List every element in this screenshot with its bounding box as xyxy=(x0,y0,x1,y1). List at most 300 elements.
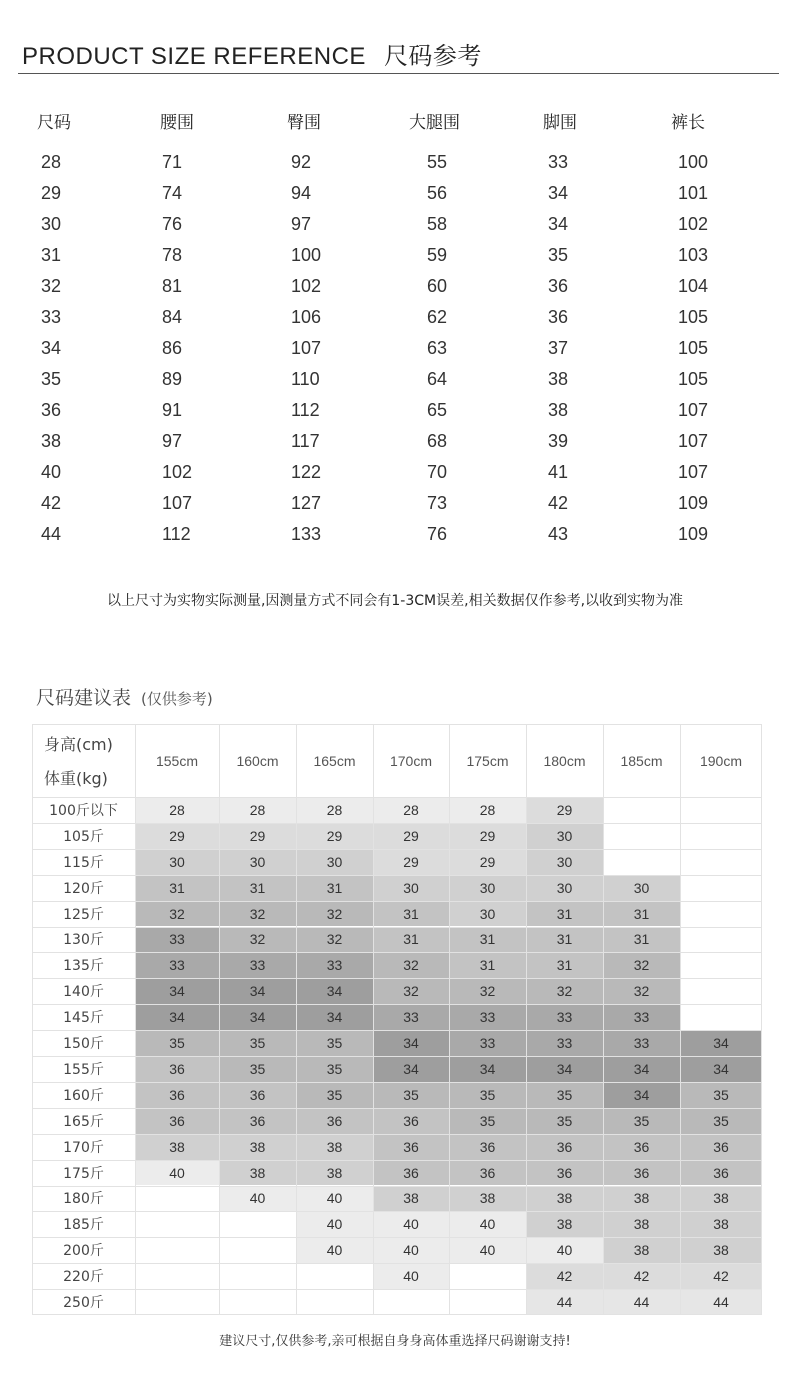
size-recommend-cell: 29 xyxy=(526,797,603,823)
size-recommend-cell xyxy=(603,797,680,823)
size-table-cell: 107 xyxy=(162,493,193,513)
size-recommend-cell xyxy=(219,1237,296,1263)
size-table-cell: 28 xyxy=(41,152,62,172)
size-recommend-cell: 35 xyxy=(449,1082,526,1108)
size-table-cell: 107 xyxy=(678,431,709,451)
size-recommend-cell: 38 xyxy=(526,1186,603,1212)
size-recommend-cell: 36 xyxy=(680,1134,762,1160)
size-recommend-cell: 28 xyxy=(135,797,219,823)
size-table-cell: 102 xyxy=(291,276,322,296)
size-table-cell: 91 xyxy=(162,400,183,420)
size-recommend-cell xyxy=(680,978,762,1004)
size-recommend-cell: 29 xyxy=(449,849,526,875)
size-table-cell: 30 xyxy=(41,214,62,234)
size-recommend-cell: 35 xyxy=(296,1030,373,1056)
grid-line-horizontal xyxy=(32,1314,762,1315)
size-recommend-cell: 32 xyxy=(219,927,296,953)
weight-row-header: 125斤 xyxy=(63,906,104,923)
size-recommend-cell: 34 xyxy=(219,1004,296,1030)
size-recommend-cell: 35 xyxy=(219,1056,296,1082)
size-table-cell: 105 xyxy=(678,307,709,327)
size-recommend-cell: 32 xyxy=(373,952,449,978)
size-recommend-cell: 42 xyxy=(603,1263,680,1289)
weight-row-header: 115斤 xyxy=(63,854,104,871)
size-recommend-cell: 36 xyxy=(603,1160,680,1186)
size-table-cell: 94 xyxy=(291,183,312,203)
grid-line-horizontal xyxy=(32,1186,762,1187)
size-recommend-cell: 33 xyxy=(135,952,219,978)
size-recommend-cell xyxy=(680,797,762,823)
size-table-cell: 133 xyxy=(291,524,322,544)
size-recommend-cell: 35 xyxy=(135,1030,219,1056)
size-recommend-cell: 35 xyxy=(680,1082,762,1108)
size-table-cell: 107 xyxy=(678,462,709,482)
size-table-cell: 38 xyxy=(41,431,62,451)
size-column-header: 大腿围 xyxy=(409,113,460,133)
size-table-cell: 65 xyxy=(427,400,448,420)
height-column-header: 185cm xyxy=(620,752,663,769)
size-column-header: 臀围 xyxy=(287,113,321,133)
size-table-cell: 55 xyxy=(427,152,448,172)
size-recommend-cell: 30 xyxy=(373,875,449,901)
size-table-cell: 36 xyxy=(548,276,569,296)
size-table-cell: 42 xyxy=(41,493,62,513)
size-recommend-cell: 38 xyxy=(680,1211,762,1237)
size-recommend-cell: 32 xyxy=(603,952,680,978)
size-recommend-cell: 35 xyxy=(373,1082,449,1108)
size-recommend-cell: 31 xyxy=(135,875,219,901)
size-recommend-cell: 31 xyxy=(449,927,526,953)
weight-row-header: 180斤 xyxy=(63,1191,104,1208)
size-recommend-cell: 40 xyxy=(449,1237,526,1263)
size-table-cell: 71 xyxy=(162,152,183,172)
size-recommend-cell: 38 xyxy=(603,1237,680,1263)
size-column-header: 腰围 xyxy=(160,113,194,133)
size-recommend-cell: 42 xyxy=(680,1263,762,1289)
size-recommend-cell: 34 xyxy=(526,1056,603,1082)
size-recommend-cell: 31 xyxy=(603,901,680,927)
size-recommend-cell: 34 xyxy=(603,1082,680,1108)
size-table-cell: 97 xyxy=(162,431,183,451)
corner-weight-label: 体重(kg) xyxy=(44,769,108,788)
grid-line-horizontal xyxy=(32,978,762,979)
weight-row-header: 100斤以下 xyxy=(49,802,118,819)
size-table-cell: 35 xyxy=(41,369,62,389)
size-recommend-cell: 38 xyxy=(296,1134,373,1160)
grid-line-horizontal xyxy=(32,1211,762,1212)
size-table-cell: 112 xyxy=(162,524,191,544)
height-column-header: 190cm xyxy=(699,752,743,769)
size-recommend-cell xyxy=(219,1211,296,1237)
weight-row-header: 175斤 xyxy=(63,1165,104,1182)
size-recommend-cell: 36 xyxy=(296,1108,373,1134)
grid-line-horizontal xyxy=(32,1082,762,1083)
size-recommend-cell: 34 xyxy=(449,1056,526,1082)
size-recommend-cell: 34 xyxy=(135,1004,219,1030)
corner-height-label: 身高(cm) xyxy=(44,735,113,754)
size-recommend-cell: 31 xyxy=(296,875,373,901)
size-recommend-cell: 40 xyxy=(373,1237,449,1263)
size-recommend-cell: 38 xyxy=(296,1160,373,1186)
size-recommend-cell: 33 xyxy=(603,1030,680,1056)
size-recommend-cell: 31 xyxy=(603,927,680,953)
size-table-cell: 101 xyxy=(678,183,709,203)
weight-row-header: 145斤 xyxy=(63,1010,104,1027)
size-recommend-cell xyxy=(219,1263,296,1289)
size-table-cell: 78 xyxy=(162,245,183,265)
size-recommend-cell: 34 xyxy=(680,1056,762,1082)
size-recommend-cell: 31 xyxy=(219,875,296,901)
height-column-header: 160cm xyxy=(236,752,279,769)
size-table-cell: 33 xyxy=(41,307,62,327)
size-recommend-cell xyxy=(296,1289,373,1315)
size-recommend-cell: 42 xyxy=(526,1263,603,1289)
size-recommend-cell: 36 xyxy=(135,1108,219,1134)
size-recommend-cell: 29 xyxy=(373,823,449,849)
size-table-cell: 122 xyxy=(291,462,322,482)
size-recommend-cell: 31 xyxy=(526,927,603,953)
size-table-cell: 43 xyxy=(548,524,569,544)
size-recommend-cell: 32 xyxy=(296,927,373,953)
size-table-cell: 102 xyxy=(678,214,709,234)
size-table-cell: 64 xyxy=(427,369,448,389)
grid-line-horizontal xyxy=(32,849,762,850)
size-recommend-cell xyxy=(135,1263,219,1289)
grid-line-horizontal xyxy=(32,1134,762,1135)
size-recommend-cell: 40 xyxy=(373,1263,449,1289)
size-recommend-cell: 36 xyxy=(603,1134,680,1160)
size-recommend-cell: 35 xyxy=(296,1082,373,1108)
size-recommend-cell: 40 xyxy=(296,1211,373,1237)
grid-line-horizontal xyxy=(32,952,762,953)
size-recommend-cell: 35 xyxy=(296,1056,373,1082)
size-recommend-cell: 31 xyxy=(373,901,449,927)
size-table-cell: 59 xyxy=(427,245,448,265)
size-recommend-cell xyxy=(219,1289,296,1315)
size-recommend-cell: 34 xyxy=(296,1004,373,1030)
size-recommend-cell: 31 xyxy=(526,901,603,927)
size-recommend-cell: 35 xyxy=(526,1108,603,1134)
size-table-cell: 70 xyxy=(427,462,448,482)
size-table-cell: 97 xyxy=(291,214,312,234)
size-recommend-cell: 36 xyxy=(526,1134,603,1160)
size-table-cell: 33 xyxy=(548,152,569,172)
grid-line-vertical xyxy=(603,724,604,1315)
weight-row-header: 150斤 xyxy=(63,1036,104,1053)
size-recommend-cell: 32 xyxy=(526,978,603,1004)
size-table-cell: 34 xyxy=(548,183,569,203)
size-recommend-cell: 36 xyxy=(219,1082,296,1108)
size-table-cell: 76 xyxy=(427,524,448,544)
size-recommend-cell: 38 xyxy=(603,1186,680,1212)
size-table-cell: 58 xyxy=(427,214,448,234)
footer-note: 建议尺寸,仅供参考,亲可根据自身身高体重选择尺码谢谢支持! xyxy=(219,1334,571,1349)
size-recommend-cell: 34 xyxy=(680,1030,762,1056)
size-recommend-cell: 38 xyxy=(449,1186,526,1212)
size-recommend-cell: 33 xyxy=(373,1004,449,1030)
size-recommend-cell: 36 xyxy=(526,1160,603,1186)
grid-line-horizontal xyxy=(32,724,762,725)
title-english: PRODUCT SIZE REFERENCE xyxy=(22,43,366,70)
size-recommend-cell: 44 xyxy=(680,1289,762,1315)
size-table-cell: 117 xyxy=(291,431,320,451)
grid-line-horizontal xyxy=(32,1056,762,1057)
size-recommend-cell: 31 xyxy=(373,927,449,953)
grid-line-horizontal xyxy=(32,823,762,824)
height-column-header: 175cm xyxy=(466,752,509,769)
size-table-cell: 68 xyxy=(427,431,448,451)
size-recommend-cell: 31 xyxy=(449,952,526,978)
size-recommend-cell: 32 xyxy=(449,978,526,1004)
size-recommend-cell: 35 xyxy=(680,1108,762,1134)
size-recommend-cell: 35 xyxy=(219,1030,296,1056)
size-recommend-cell: 28 xyxy=(449,797,526,823)
recommend-title xyxy=(36,683,213,710)
size-table-cell: 81 xyxy=(162,276,183,296)
measurement-note: 以上尺寸为实物实际测量,因测量方式不同会有1-3CM误差,相关数据仅作参考,以收到实物为准 xyxy=(106,593,684,609)
size-table-cell: 44 xyxy=(41,524,62,544)
size-recommend-cell xyxy=(680,927,762,953)
weight-row-header: 200斤 xyxy=(63,1243,104,1260)
weight-row-header: 130斤 xyxy=(63,932,104,949)
recommend-grid xyxy=(32,724,762,1315)
size-recommend-cell: 35 xyxy=(603,1108,680,1134)
grid-line-horizontal xyxy=(32,1004,762,1005)
size-recommend-cell: 29 xyxy=(449,823,526,849)
size-recommend-cell: 40 xyxy=(373,1211,449,1237)
size-recommend-cell: 38 xyxy=(680,1237,762,1263)
size-recommend-cell: 40 xyxy=(296,1237,373,1263)
size-table-cell: 36 xyxy=(548,307,569,327)
grid-line-vertical xyxy=(219,724,220,1315)
size-recommend-cell: 36 xyxy=(449,1160,526,1186)
size-recommend-cell: 32 xyxy=(135,901,219,927)
size-recommend-cell: 30 xyxy=(296,849,373,875)
size-recommend-cell: 30 xyxy=(449,875,526,901)
size-table-cell: 76 xyxy=(162,214,183,234)
size-recommend-cell: 30 xyxy=(135,849,219,875)
size-table-cell: 37 xyxy=(548,338,569,358)
grid-line-horizontal xyxy=(32,927,762,928)
size-table-cell: 102 xyxy=(162,462,193,482)
recommend-title-text: 尺码建议表 xyxy=(36,687,132,709)
size-recommend-cell xyxy=(603,823,680,849)
size-table-cell: 106 xyxy=(291,307,322,327)
grid-line-horizontal xyxy=(32,1237,762,1238)
size-recommend-cell: 34 xyxy=(219,978,296,1004)
grid-line-horizontal xyxy=(32,875,762,876)
size-recommend-cell: 40 xyxy=(296,1186,373,1212)
page-title xyxy=(22,36,482,71)
weight-row-header: 170斤 xyxy=(63,1139,104,1156)
weight-row-header: 160斤 xyxy=(63,1087,104,1104)
grid-line-vertical xyxy=(680,724,681,1315)
size-table-cell: 89 xyxy=(162,369,183,389)
size-table-cell: 62 xyxy=(427,307,448,327)
size-recommend-cell: 28 xyxy=(219,797,296,823)
size-recommend-cell: 38 xyxy=(526,1211,603,1237)
size-recommend-cell: 34 xyxy=(135,978,219,1004)
size-recommend-cell xyxy=(296,1263,373,1289)
size-recommend-cell: 33 xyxy=(526,1030,603,1056)
weight-row-header: 105斤 xyxy=(63,828,104,845)
height-column-header: 170cm xyxy=(389,752,433,769)
size-column-header: 尺码 xyxy=(37,113,71,133)
size-recommend-cell: 36 xyxy=(219,1108,296,1134)
size-recommend-cell: 36 xyxy=(680,1160,762,1186)
size-column-header: 脚围 xyxy=(543,113,577,133)
size-table-cell: 35 xyxy=(548,245,569,265)
size-recommend-cell: 38 xyxy=(135,1134,219,1160)
size-table-cell: 109 xyxy=(678,493,709,513)
size-table-cell: 105 xyxy=(678,369,709,389)
size-recommend-cell: 32 xyxy=(603,978,680,1004)
title-chinese: 尺码参考 xyxy=(383,43,482,70)
size-recommend-cell: 32 xyxy=(296,901,373,927)
size-recommend-cell xyxy=(680,875,762,901)
size-recommend-cell: 30 xyxy=(526,875,603,901)
size-recommend-cell xyxy=(373,1289,449,1315)
size-table-cell: 112 xyxy=(291,400,320,420)
size-table-cell: 100 xyxy=(291,245,322,265)
grid-line-horizontal xyxy=(32,1108,762,1109)
size-recommend-cell: 30 xyxy=(526,823,603,849)
height-column-header: 155cm xyxy=(155,752,199,769)
size-recommend-cell: 28 xyxy=(296,797,373,823)
recommend-subtitle: (仅供参考) xyxy=(141,690,213,708)
size-recommend-cell xyxy=(680,952,762,978)
weight-row-header: 250斤 xyxy=(63,1295,104,1312)
size-recommend-cell: 36 xyxy=(373,1108,449,1134)
size-recommend-cell: 35 xyxy=(526,1082,603,1108)
size-recommend-cell xyxy=(135,1289,219,1315)
height-column-header: 165cm xyxy=(313,752,356,769)
weight-row-header: 185斤 xyxy=(63,1217,104,1234)
size-table-cell: 40 xyxy=(41,462,62,482)
size-recommend-cell xyxy=(680,901,762,927)
size-recommend-cell: 29 xyxy=(219,823,296,849)
size-table-cell: 63 xyxy=(427,338,448,358)
size-recommend-cell: 38 xyxy=(603,1211,680,1237)
size-table-cell: 60 xyxy=(427,276,448,296)
size-recommend-cell: 28 xyxy=(373,797,449,823)
size-recommend-cell: 34 xyxy=(296,978,373,1004)
size-recommend-cell xyxy=(135,1237,219,1263)
size-recommend-cell: 33 xyxy=(135,927,219,953)
size-recommend-cell: 36 xyxy=(373,1160,449,1186)
size-recommend-cell: 33 xyxy=(219,952,296,978)
weight-row-header: 120斤 xyxy=(63,880,104,897)
weight-row-header: 135斤 xyxy=(63,958,104,975)
size-table-cell: 34 xyxy=(41,338,62,358)
size-table-cell: 103 xyxy=(678,245,709,265)
size-recommend-cell: 38 xyxy=(219,1134,296,1160)
size-table-cell: 56 xyxy=(427,183,448,203)
size-table-cell: 110 xyxy=(291,369,320,389)
grid-line-vertical xyxy=(32,724,33,1315)
grid-line-vertical xyxy=(449,724,450,1315)
size-table-cell: 84 xyxy=(162,307,183,327)
grid-line-vertical xyxy=(373,724,374,1315)
size-table-cell: 74 xyxy=(162,183,183,203)
size-recommend-cell: 36 xyxy=(135,1082,219,1108)
size-recommend-cell: 32 xyxy=(219,901,296,927)
size-recommend-cell: 32 xyxy=(373,978,449,1004)
grid-line-vertical xyxy=(135,724,136,1315)
size-table-cell: 42 xyxy=(548,493,569,513)
weight-row-header: 220斤 xyxy=(63,1269,104,1286)
size-recommend-cell xyxy=(603,849,680,875)
size-recommend-cell xyxy=(680,823,762,849)
size-table-cell: 39 xyxy=(548,431,569,451)
grid-line-horizontal xyxy=(32,1263,762,1264)
size-table-cell: 73 xyxy=(427,493,448,513)
height-column-header: 180cm xyxy=(543,752,586,769)
grid-line-vertical xyxy=(296,724,297,1315)
size-recommend-cell: 30 xyxy=(603,875,680,901)
size-table-cell: 34 xyxy=(548,214,569,234)
size-recommend-cell: 34 xyxy=(373,1056,449,1082)
size-table-cell: 38 xyxy=(548,400,569,420)
size-recommend-cell: 33 xyxy=(603,1004,680,1030)
weight-row-header: 155斤 xyxy=(63,1061,104,1078)
grid-line-horizontal xyxy=(32,901,762,902)
size-table-cell: 41 xyxy=(548,462,569,482)
header-divider xyxy=(18,73,779,74)
size-table-cell: 107 xyxy=(291,338,322,358)
size-recommend-cell: 40 xyxy=(135,1160,219,1186)
size-recommend-cell: 44 xyxy=(603,1289,680,1315)
size-recommend-cell: 38 xyxy=(680,1186,762,1212)
size-recommend-cell: 33 xyxy=(449,1030,526,1056)
size-recommend-cell: 30 xyxy=(526,849,603,875)
size-recommend-cell: 33 xyxy=(449,1004,526,1030)
size-table-cell: 32 xyxy=(41,276,62,296)
size-table-cell: 107 xyxy=(678,400,709,420)
size-recommend-cell: 35 xyxy=(449,1108,526,1134)
size-recommend-cell: 29 xyxy=(135,823,219,849)
size-recommend-cell: 36 xyxy=(373,1134,449,1160)
size-table-cell: 105 xyxy=(678,338,709,358)
size-recommend-cell: 36 xyxy=(449,1134,526,1160)
size-recommend-cell: 38 xyxy=(219,1160,296,1186)
size-recommend-cell: 34 xyxy=(603,1056,680,1082)
size-recommend-cell: 30 xyxy=(219,849,296,875)
size-table-cell: 38 xyxy=(548,369,569,389)
grid-line-horizontal xyxy=(32,797,762,798)
weight-row-header: 165斤 xyxy=(63,1113,104,1130)
size-recommend-cell: 34 xyxy=(373,1030,449,1056)
size-recommend-cell xyxy=(680,1004,762,1030)
size-recommend-cell: 30 xyxy=(449,901,526,927)
size-recommend-cell: 36 xyxy=(135,1056,219,1082)
size-recommend-cell: 38 xyxy=(373,1186,449,1212)
size-recommend-cell: 40 xyxy=(526,1237,603,1263)
size-table-cell: 86 xyxy=(162,338,183,358)
grid-line-horizontal xyxy=(32,1160,762,1161)
size-recommend-cell xyxy=(449,1263,526,1289)
size-recommend-cell xyxy=(449,1289,526,1315)
size-table-cell: 100 xyxy=(678,152,709,172)
size-recommend-cell: 31 xyxy=(526,952,603,978)
grid-line-vertical xyxy=(761,724,762,1315)
size-recommend-cell: 44 xyxy=(526,1289,603,1315)
size-table-cell: 92 xyxy=(291,152,312,172)
size-recommend-cell: 33 xyxy=(296,952,373,978)
grid-line-horizontal xyxy=(32,1289,762,1290)
size-recommend-cell: 33 xyxy=(526,1004,603,1030)
size-recommend-cell: 40 xyxy=(219,1186,296,1212)
